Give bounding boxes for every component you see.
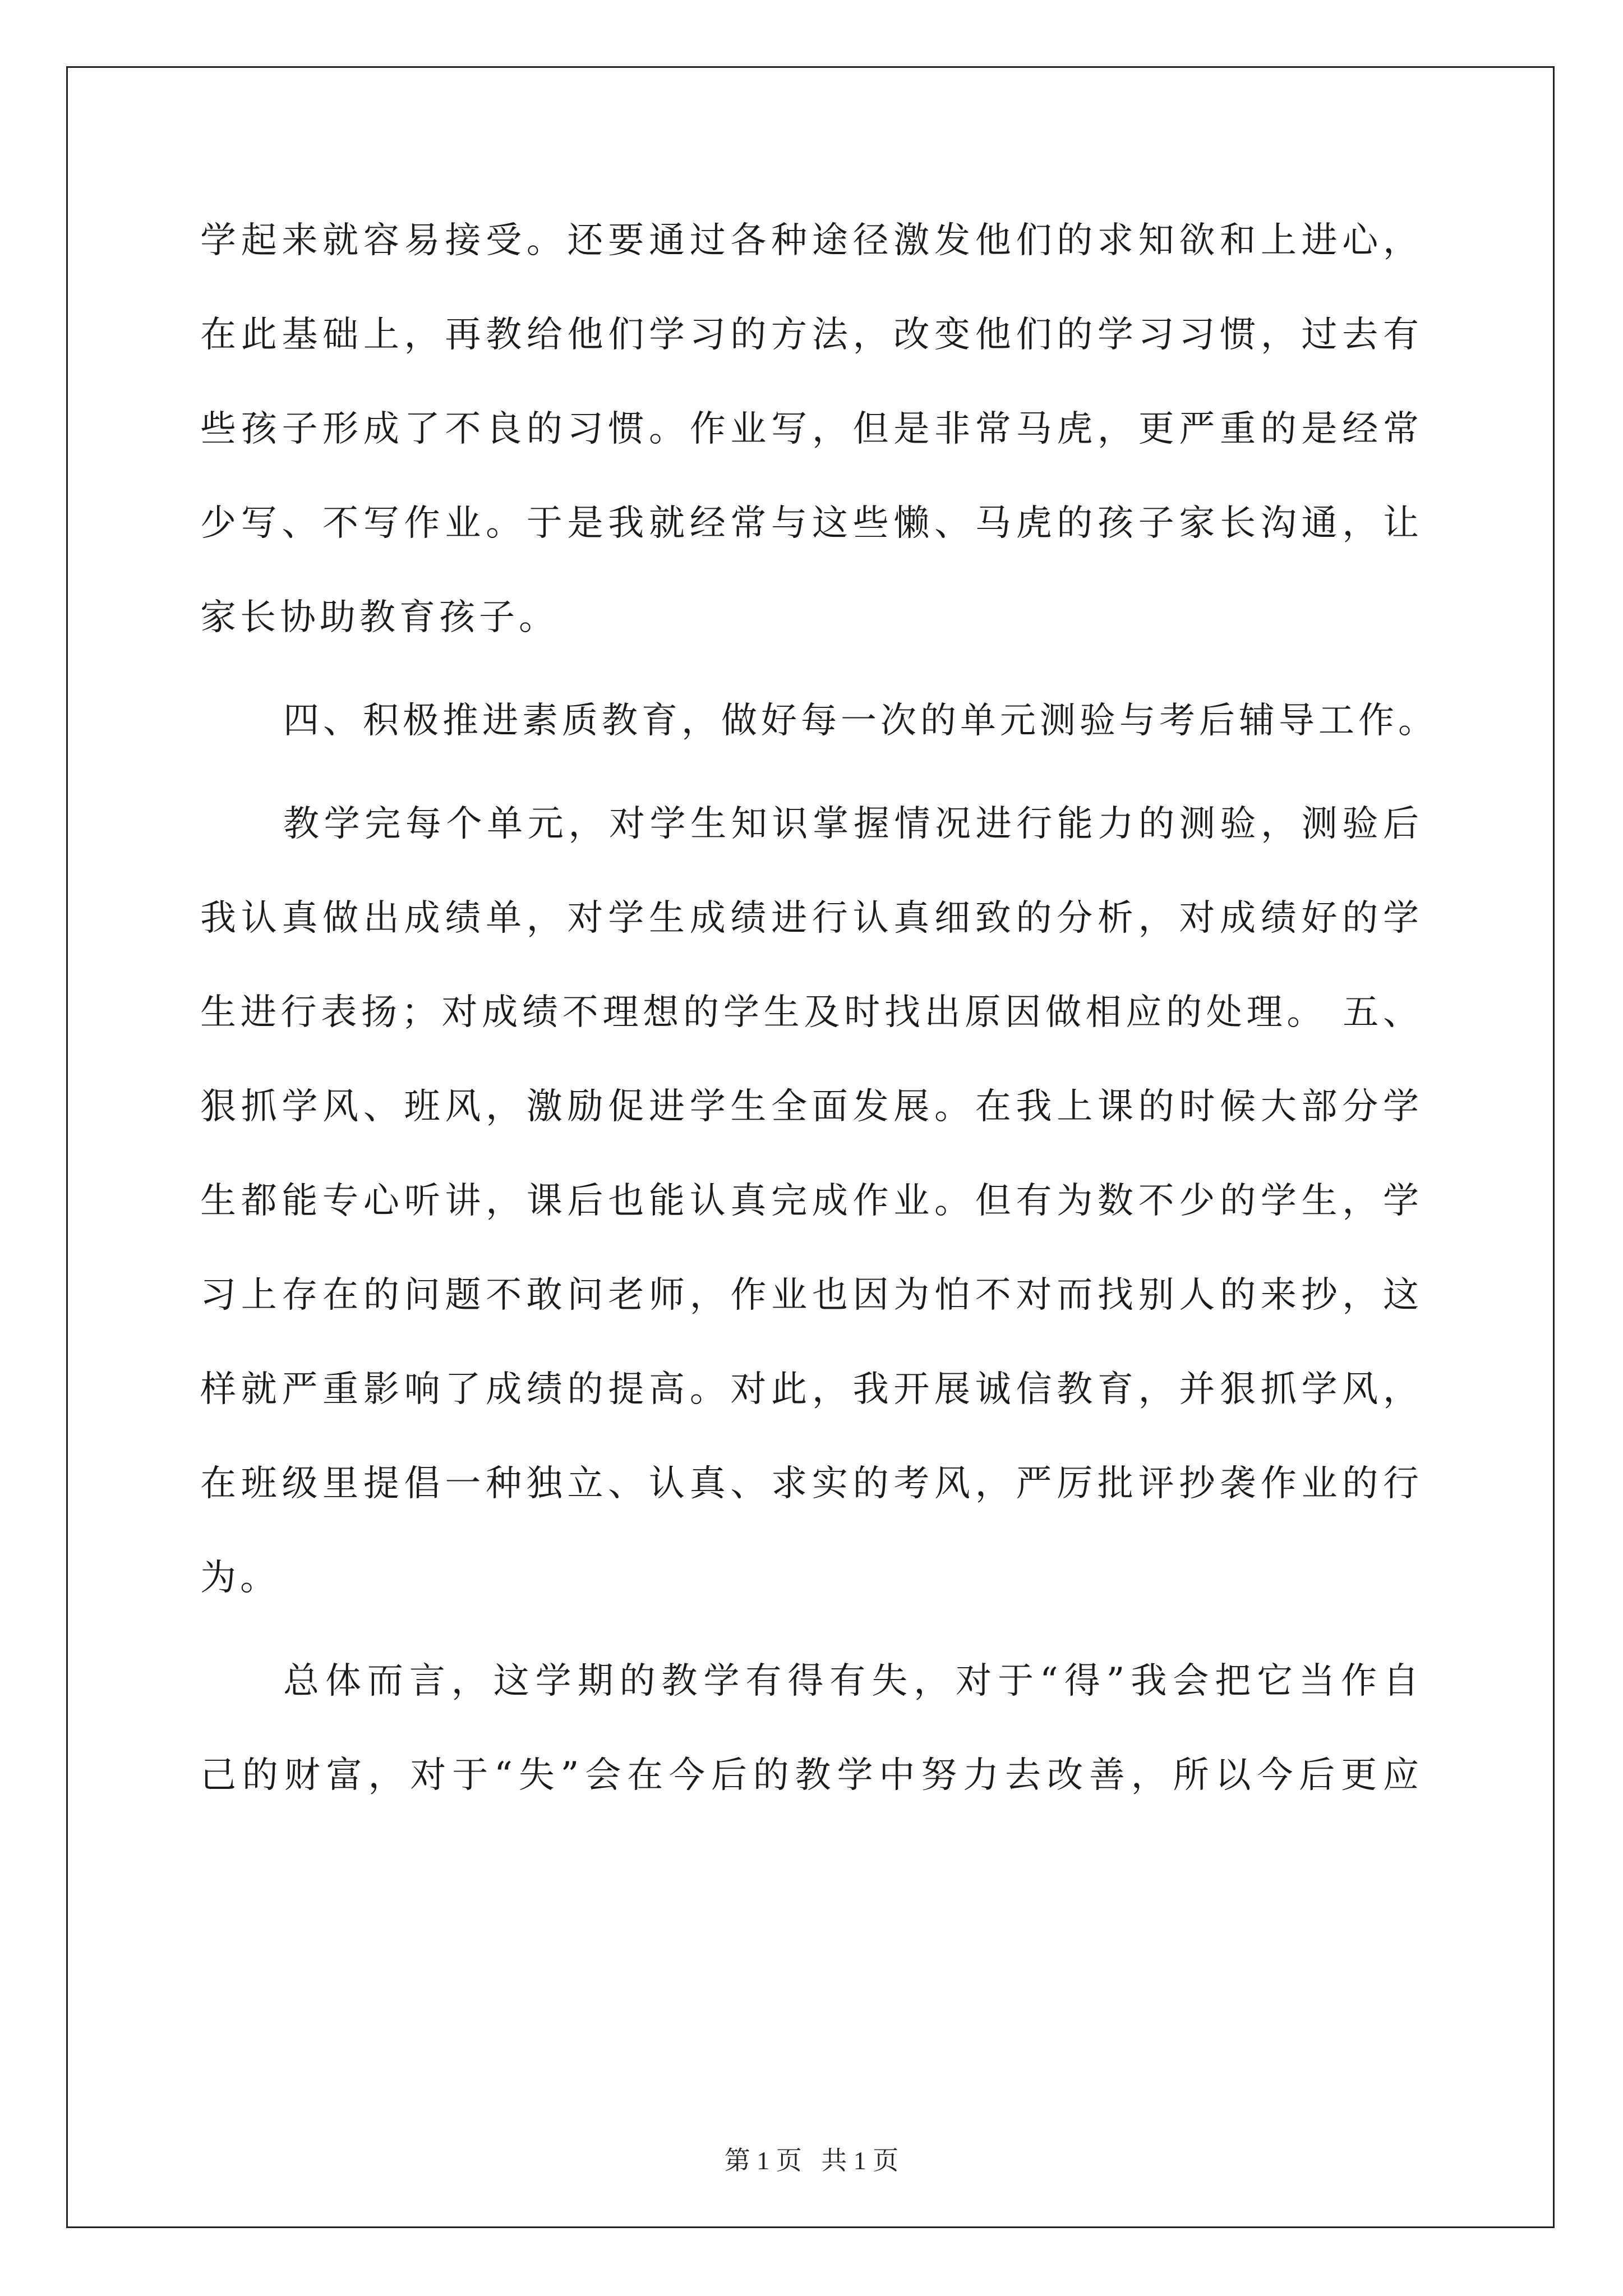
text-line: 狠抓学风、班风，激励促进学生全面发展。在我上课的时候大部分学 [200,1086,1423,1128]
text-line: 在此基础上，再教给他们学习的方法，改变他们的学习习惯，过去有 [200,314,1423,356]
text-line: 些孩子形成了不良的习惯。作业写，但是非常马虎，更严重的是经常 [200,408,1423,450]
page-footer: 第 1 页 共 1 页 [724,2146,899,2175]
paragraph-gap [200,665,1423,674]
text-line: 样就严重影响了成绩的提高。对此，我开展诚信教育，并狠抓学风， [200,1369,1423,1410]
text-line: 我认真做出成绩单，对学生成绩进行认真细致的分析，对成绩好的学 [200,898,1423,939]
text-line: 学起来就容易接受。还要通过各种途径激发他们的求知欲和上进心， [200,220,1423,261]
section-heading-line: 四、积极推进素质教育，做好每一次的单元测验与考后辅导工作。 [283,700,1438,742]
text-line-first: 教学完每个单元，对学生知识掌握情况进行能力的测验，测验后 [283,803,1423,845]
text-line: 生进行表扬；对成绩不理想的学生及时找出原因做相应的处理。 五、 [200,992,1423,1033]
paragraph-gap [200,1625,1423,1634]
text-line: 在班级里提倡一种独立、认真、求实的考风，严厉批评抄袭作业的行 [200,1463,1423,1504]
text-line-first: 总体而言，这学期的教学有得有失，对于“得”我会把它当作自 [283,1660,1423,1702]
text-line: 少写、不写作业。于是我就经常与这些懒、马虎的孩子家长沟通，让 [200,503,1423,544]
document-body [200,194,1438,1823]
text-line: 己的财富，对于“失”会在今后的教学中努力去改善，所以今后更应 [200,1755,1423,1796]
text-line-last: 为。 [200,1557,280,1599]
text-line: 习上存在的问题不敢问老师，作业也因为怕不对而找别人的来抄，这 [200,1274,1423,1316]
paragraph-gap [200,768,1423,777]
text-line-last: 家长协助教育孩子。 [200,597,559,638]
text-line: 生都能专心听讲，课后也能认真完成作业。但有为数不少的学生，学 [200,1180,1423,1222]
